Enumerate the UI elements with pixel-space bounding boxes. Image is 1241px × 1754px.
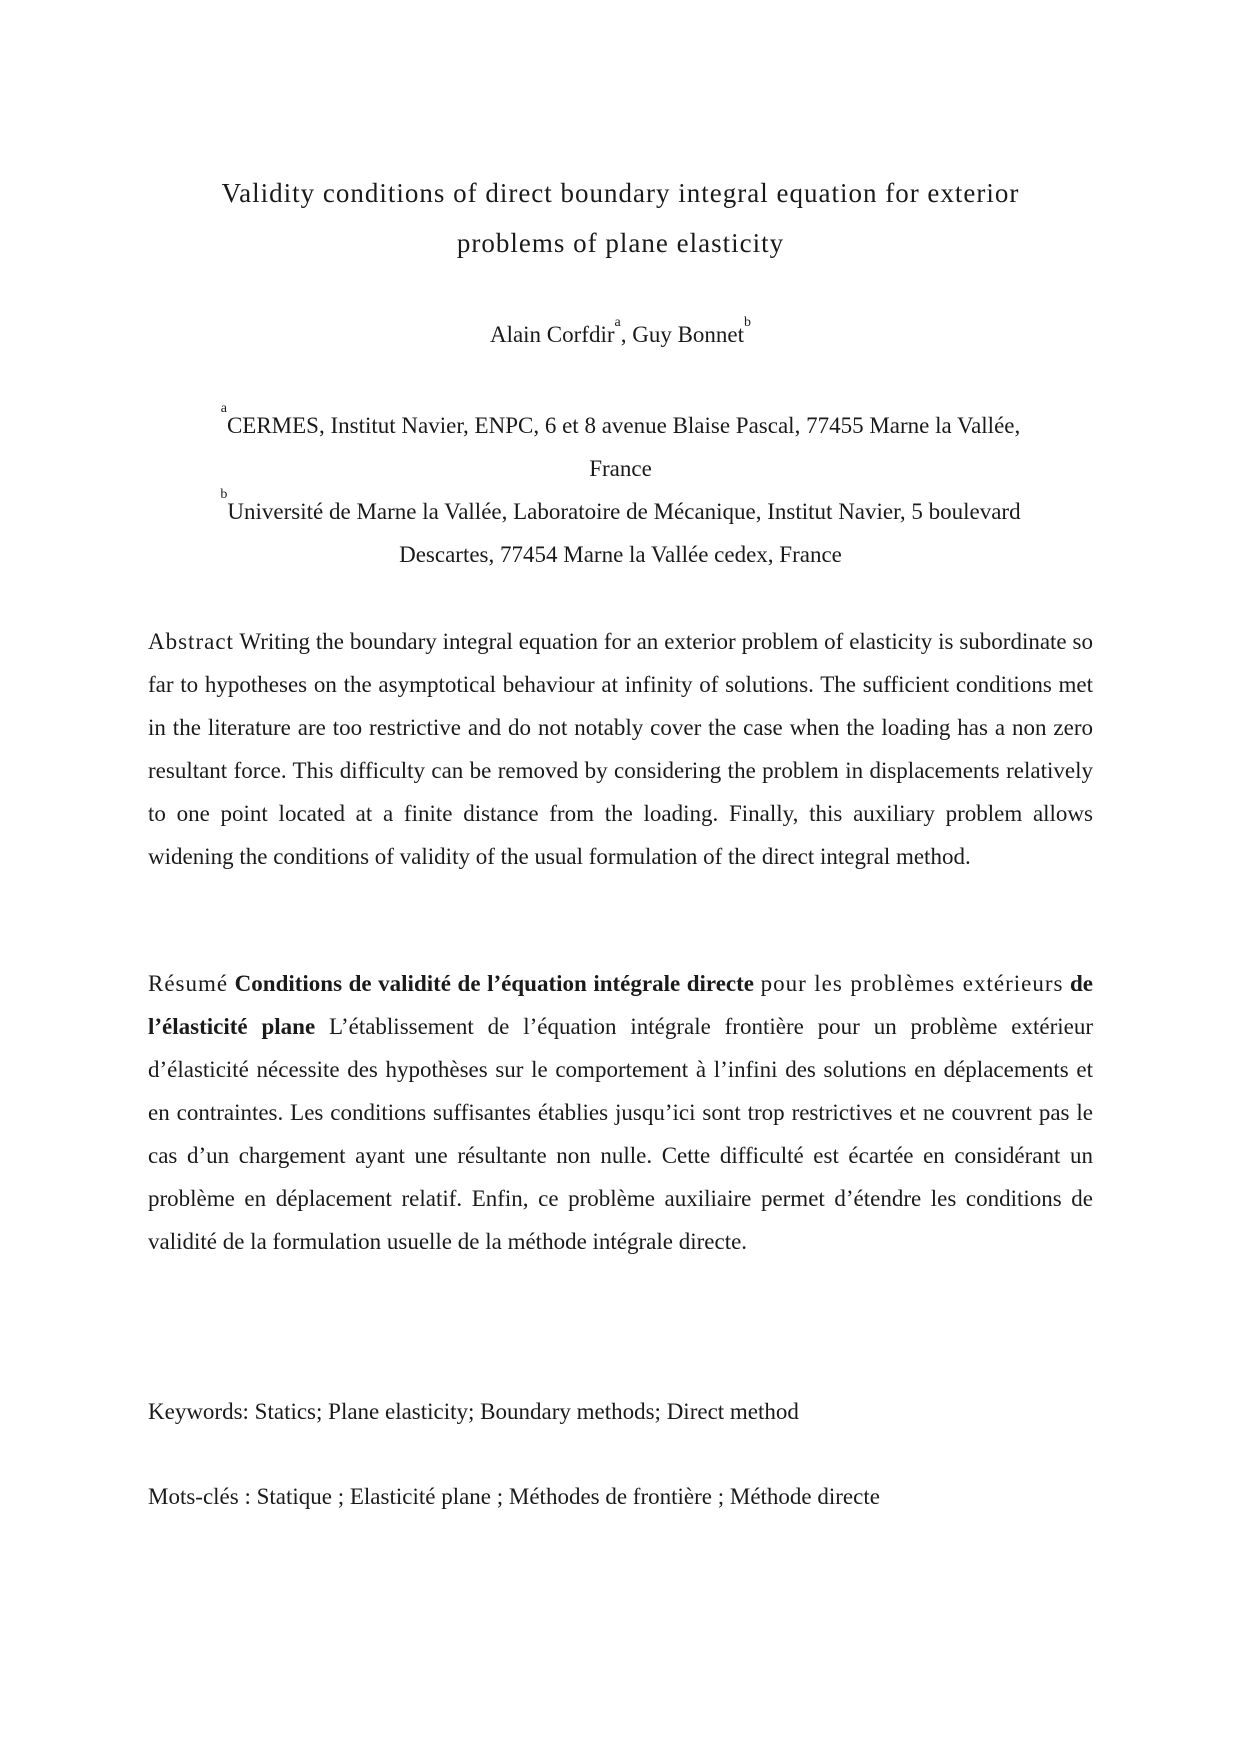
keywords: Keywords: Statics; Plane elasticity; Boundary methods; Direct method <box>148 1399 799 1424</box>
resume-title: Conditions de validité de l’équation intégrale directe <box>234 971 755 996</box>
abstract-section <box>148 620 1093 878</box>
author-name: Alain Corfdir <box>489 322 615 347</box>
resume-section <box>148 962 1093 1263</box>
affiliation-a-continued: France <box>589 456 652 481</box>
abstract-text: Writing the boundary integral equation for an exterior problem of elasticity is subordinate so far to hypotheses on the asymptotical behaviour at infinity of solutions. The sufficient conditions met in the literature are too restrictive and do not notably cover the case when the loading has a non zero resultant force. This difficulty can be removed by considering the problem in displacements relatively to one point located at a finite distance from the loading. Finally, this auxiliary problem allows widening the conditions of validity of the usual formulation of the direct integral method. <box>148 629 1093 869</box>
affiliation-text: CERMES, Institut Navier, ENPC, 6 et 8 avenue Blaise Pascal, 77455 Marne la Vallée, <box>226 413 1021 438</box>
abstract-label: Abstract <box>148 629 234 654</box>
author-list <box>150 315 1091 352</box>
affiliations <box>150 401 1091 576</box>
resume-title-connector: pour les problèmes extérieurs <box>760 971 1064 996</box>
affiliation-mark: b <box>220 487 228 502</box>
author-name: Guy Bonnet <box>632 322 745 347</box>
resume-label: Résumé <box>148 971 229 996</box>
author-affiliation-mark: a <box>614 315 621 330</box>
paper-title <box>150 168 1091 268</box>
title-line-2: problems of plane elasticity <box>456 228 785 258</box>
affiliation-text: Université de Marne la Vallée, Laboratoire de Mécanique, Institut Navier, 5 boulevard <box>227 499 1021 524</box>
title-line-1: Validity conditions of direct boundary integral equation for exterior <box>221 178 1020 208</box>
author-affiliation-mark: b <box>744 315 752 330</box>
affiliation-a <box>150 401 1091 447</box>
resume-title-continued: de l’élasticité plane <box>148 971 1093 1039</box>
mots-cles: Mots-clés : Statique ; Elasticité plane ; Méthodes de frontière ; Méthode directe <box>148 1484 880 1509</box>
resume-text: L’établissement de l’équation intégrale frontière pour un problème extérieur d’élasticité nécessite des hypothèses sur le comportement à l’infini des solutions en déplacements et en contraintes. Les conditions suffisantes établies jusqu’ici sont trop restrictives et ne couvrent pas le cas d’un chargement ayant une résultante non nulle. Cette difficulté est écartée en considérant un problème en déplacement relatif. Enfin, ce problème auxiliaire permet d’étendre les conditions de validité de la formulation usuelle de la méthode intégrale directe. <box>148 1014 1093 1254</box>
affiliation-b <box>150 487 1091 533</box>
affiliation-mark: a <box>220 401 227 416</box>
affiliation-b-continued: Descartes, 77454 Marne la Vallée cedex, France <box>399 542 842 567</box>
author-separator: , <box>620 322 633 347</box>
